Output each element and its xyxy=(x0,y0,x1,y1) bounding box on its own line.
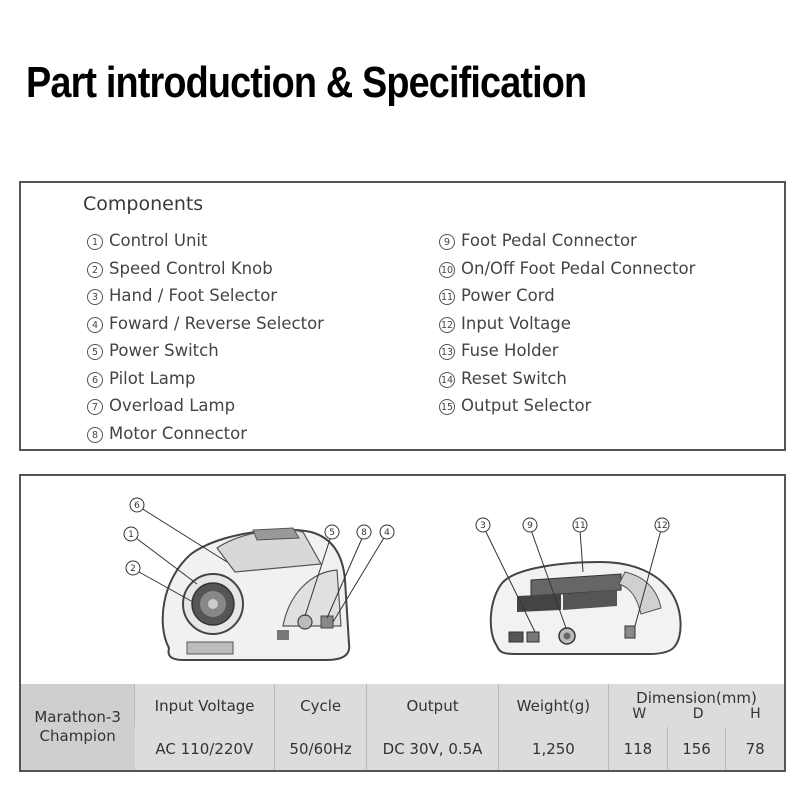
component-item xyxy=(87,420,324,448)
device-diagram xyxy=(21,476,784,684)
dimension-d-label: D xyxy=(692,705,704,722)
component-label: Motor Connector xyxy=(109,423,248,443)
component-item xyxy=(87,282,324,310)
callout-11 xyxy=(573,518,587,532)
component-item xyxy=(87,392,324,420)
back-view-illustration xyxy=(491,562,681,654)
component-label: Output Selector xyxy=(461,396,592,415)
component-label: Reset Switch xyxy=(461,368,567,388)
dimension-subheaders xyxy=(609,706,784,722)
front-view-illustration xyxy=(163,528,350,660)
callout-label: 9 xyxy=(527,521,533,531)
callout-9 xyxy=(523,518,537,532)
diagram-panel xyxy=(19,474,786,772)
component-item xyxy=(439,337,695,365)
component-label: Control Unit xyxy=(109,231,208,250)
value-weight: 1,250 xyxy=(498,727,608,770)
component-number: 8 xyxy=(87,427,103,443)
component-label: On/Off Foot Pedal Connector xyxy=(461,258,696,278)
components-list-right xyxy=(439,227,695,420)
dimension-h-label: H xyxy=(750,705,761,722)
component-number: 4 xyxy=(87,317,103,333)
component-number: 13 xyxy=(439,344,455,360)
page-title: Part introduction & Specification xyxy=(26,58,587,107)
component-item xyxy=(439,392,695,420)
callout-label: 11 xyxy=(574,521,586,531)
value-dimension-d: 156 xyxy=(667,727,726,770)
component-number: 15 xyxy=(439,399,455,415)
spec-table xyxy=(21,684,784,770)
callout-label: 8 xyxy=(361,528,367,538)
component-item xyxy=(87,365,324,393)
component-item xyxy=(87,227,324,255)
model-cell xyxy=(21,684,135,770)
callout-8 xyxy=(357,525,371,539)
spec-header-row xyxy=(21,684,784,727)
value-cycle: 50/60Hz xyxy=(274,727,366,770)
component-number: 7 xyxy=(87,399,103,415)
dimension-label: Dimension(mm) xyxy=(636,688,757,707)
components-panel xyxy=(19,181,786,451)
value-dimension-h: 78 xyxy=(726,727,784,770)
component-item xyxy=(439,282,695,310)
component-label: Pilot Lamp xyxy=(109,368,196,388)
component-number: 6 xyxy=(87,372,103,388)
callout-label: 4 xyxy=(384,528,390,538)
spec-value-row xyxy=(21,727,784,770)
callout-2 xyxy=(126,561,140,575)
callout-1 xyxy=(124,527,138,541)
callout-3 xyxy=(476,518,490,532)
value-dimension-w: 118 xyxy=(609,727,668,770)
component-item xyxy=(87,310,324,338)
dimension-w-label: W xyxy=(632,705,647,722)
model-name-line2: Champion xyxy=(39,727,116,745)
component-item xyxy=(439,310,695,338)
component-label: Hand / Foot Selector xyxy=(109,286,278,305)
component-label: Power Switch xyxy=(109,341,219,360)
component-item xyxy=(439,365,695,393)
callout-label: 3 xyxy=(480,521,486,531)
callout-label: 6 xyxy=(134,501,140,511)
component-number: 12 xyxy=(439,317,455,333)
back-callouts xyxy=(476,518,669,532)
callout-label: 12 xyxy=(656,521,668,531)
component-label: Foward / Reverse Selector xyxy=(109,313,324,333)
header-cycle: Cycle xyxy=(274,684,366,727)
component-label: Overload Lamp xyxy=(109,396,236,415)
model-name-line1: Marathon-3 xyxy=(34,708,121,726)
header-input-voltage: Input Voltage xyxy=(135,684,275,727)
components-list-left xyxy=(87,227,324,447)
callout-12 xyxy=(655,518,669,532)
component-number: 10 xyxy=(439,262,455,278)
value-output: DC 30V, 0.5A xyxy=(367,727,498,770)
component-item xyxy=(439,255,695,283)
component-number: 2 xyxy=(87,262,103,278)
component-item xyxy=(87,337,324,365)
component-label: Power Cord xyxy=(461,286,555,305)
component-label: Foot Pedal Connector xyxy=(461,231,637,250)
component-number: 14 xyxy=(439,372,455,388)
header-dimension xyxy=(609,684,784,727)
callout-label: 5 xyxy=(329,528,335,538)
value-input-voltage: AC 110/220V xyxy=(155,739,254,758)
component-label: Fuse Holder xyxy=(461,341,559,360)
callout-4 xyxy=(380,525,394,539)
component-item xyxy=(439,227,695,255)
header-output: Output xyxy=(367,684,498,727)
component-number: 5 xyxy=(87,344,103,360)
component-item xyxy=(87,255,324,283)
components-heading: Components xyxy=(83,193,204,215)
component-number: 3 xyxy=(87,289,103,305)
callout-5 xyxy=(325,525,339,539)
callout-label: 1 xyxy=(128,530,134,540)
callout-label: 2 xyxy=(130,564,136,574)
header-weight: Weight(g) xyxy=(498,684,608,727)
callout-6 xyxy=(130,498,144,512)
component-label: Speed Control Knob xyxy=(109,258,273,278)
component-label: Input Voltage xyxy=(461,313,571,333)
component-number: 9 xyxy=(439,234,455,250)
component-number: 1 xyxy=(87,234,103,250)
component-number: 11 xyxy=(439,289,455,305)
